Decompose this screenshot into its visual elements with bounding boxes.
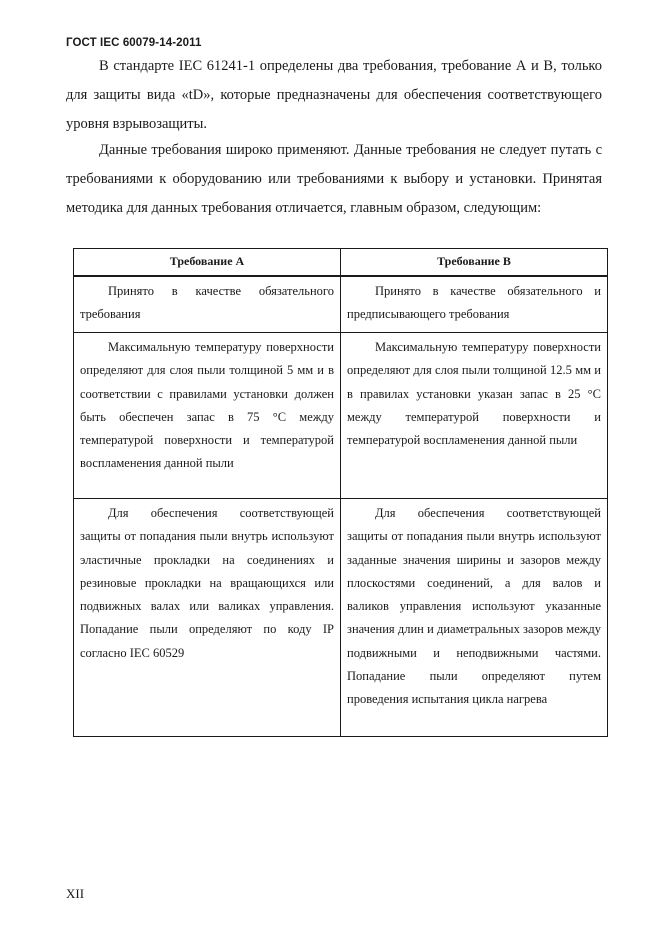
table-header-row: [74, 249, 608, 277]
cell-text: Для обеспечения соответствующей защиты от попадания пыли внутрь используют эластичные прокладки на соединениях и резиновые прокладки на вращающихся или подвижных валах или валиках управления. Попадание пыли определяют по коду IP согласно IEC 60529: [80, 506, 334, 660]
methodology-paragraph: Данные требования широко применяют. Данные требования не следует путать с требованиями к оборудованию или требованиями к выбору и установки. Принятая методика для данных требования отличается, главным образом, следующим:: [66, 142, 602, 216]
table-row: [74, 499, 608, 737]
cell-b-temperature: [341, 333, 608, 499]
cell-text: Максимальную температуру поверхности определяют для слоя пыли толщиной 5 мм и в соответствии с правилами установки должен быть обеспечен запас в 75 °С между температурой поверхности и температурой воспламенения данной пыли: [80, 340, 334, 471]
cell-b-mandatory: [341, 276, 608, 333]
header-requirement-a: Требование А: [74, 249, 341, 277]
page-number: XII: [66, 886, 85, 901]
requirements-comparison-table: [73, 248, 608, 737]
cell-text: Для обеспечения соответствующей защиты от попадания пыли внутрь используют заданные значения ширины и зазоров между плоскостями соединений, а для валов и валиков управления используют указанные значения длин и диаметральных зазоров между подвижными и неподвижными частями. Попадание пыли определяют путем проведения испытания цикла нагрева: [347, 506, 601, 707]
table-row: [74, 333, 608, 499]
cell-a-dust-protection: [74, 499, 341, 737]
cell-text: Принято в качестве обязательного требования: [80, 284, 334, 322]
header-requirement-b: Требование В: [341, 249, 608, 277]
cell-a-temperature: [74, 333, 341, 499]
table-row: [74, 276, 608, 333]
cell-a-mandatory: [74, 276, 341, 333]
cell-b-dust-protection: [341, 499, 608, 737]
cell-text: Принято в качестве обязательного и предписывающего требования: [347, 284, 601, 322]
intro-paragraph: В стандарте IEC 61241-1 определены два требования, требование А и В, только для защиты вида «tD», которые предназначены для обеспечения соответствующего уровня взрывозащиты.: [66, 58, 602, 132]
cell-text: Максимальную температуру поверхности определяют для слоя пыли толщиной 12.5 мм и в правилах установки указан запас в 25 °С между температурой поверхности и температурой воспламенения данной пыли: [347, 340, 601, 448]
document-header-code: ГОСТ IEC 60079-14-2011: [66, 37, 202, 49]
